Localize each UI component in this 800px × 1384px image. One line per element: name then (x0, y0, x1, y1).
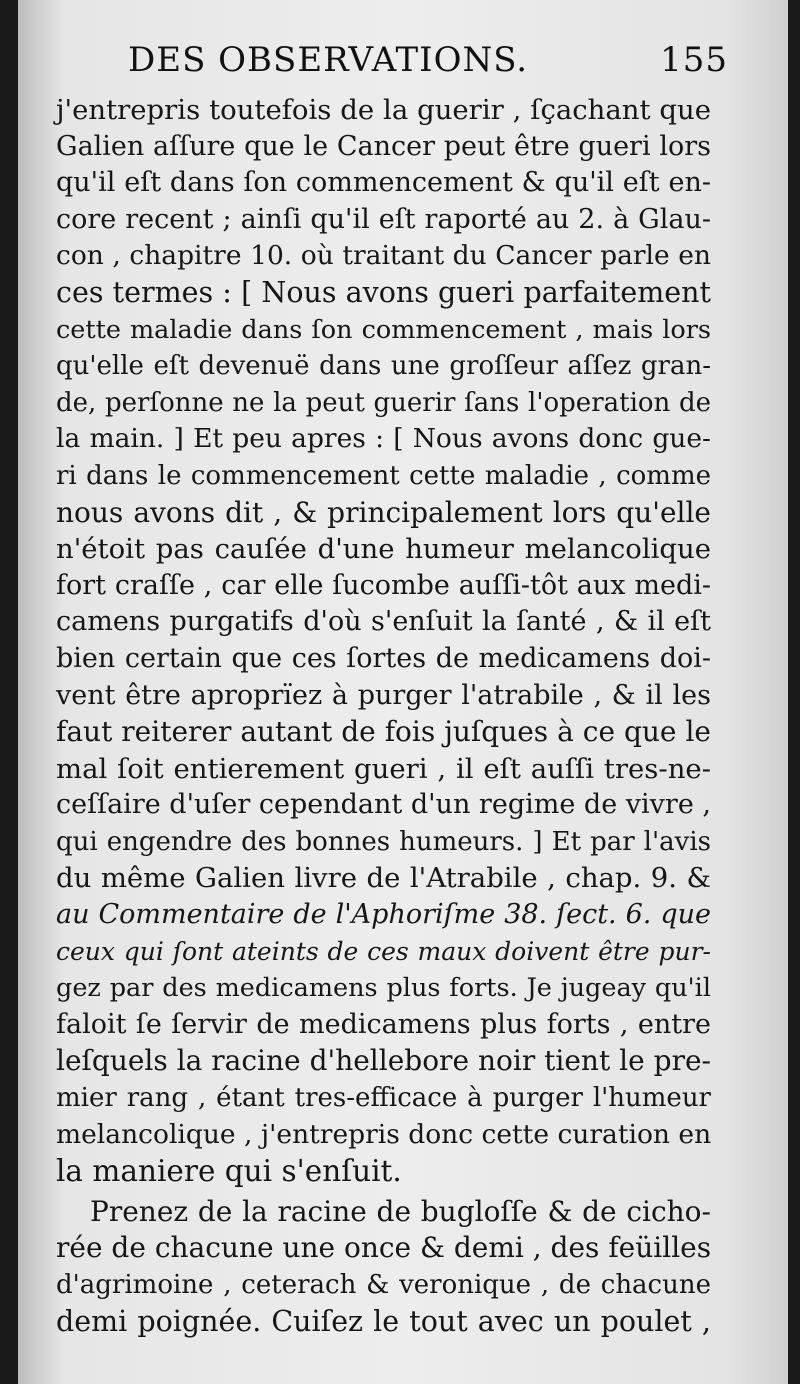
text-line: leſquels la racine d'hellebore noir tient le pre- (56, 1044, 711, 1078)
text-line: bien certain que ces ſortes de medicamens doi- (56, 642, 711, 674)
text-line: Prenez de la racine de bugloſſe & de cicho- (90, 1194, 711, 1228)
text-line: fort craſſe , car elle ſucombe auſſi-tôt aux medi- (56, 569, 711, 601)
text-line: vent être aproprïez à purger l'atrabile , & il les (56, 679, 711, 711)
text-line: de, perſonne ne la peut guerir ſans l'operation de (56, 387, 711, 418)
text-line: con , chapitre 10. où traitant du Cancer parle en (56, 240, 711, 272)
text-line: faut reiterer autant de fois juſques à ce que le (56, 715, 711, 749)
text-line: demi poignée. Cuiſez le tout avec un poulet , (56, 1304, 711, 1338)
running-head (128, 40, 728, 90)
page-number: 155 (660, 40, 728, 80)
text-line: d'agrimoine , ceterach & veronique , de chacune (56, 1270, 711, 1300)
paragraph-2 (56, 1194, 711, 1340)
text-line: mier rang , étant tres-efficace à purger l'humeur (56, 1083, 711, 1114)
text-line: camens purgatifs d'où s'enſuit la ſanté , & il eſt (56, 606, 711, 638)
text-line: core recent ; ainſi qu'il eſt raporté au 2. à Glau- (56, 203, 711, 235)
text-line: rée de chacune une once & demi , des feüilles (56, 1231, 712, 1265)
text-line: faloit ſe ſervir de medicamens plus forts , entre (56, 1008, 711, 1040)
running-title: DES OBSERVATIONS. (128, 40, 529, 80)
text-line-italic: au Commentaire de l'Aphoriſme 38. ſect. 6. que (56, 899, 711, 931)
text-line: qu'elle eſt devenuë dans une groſſeur aſſez gran- (56, 351, 711, 382)
text-line: ceſſaire d'uſer cependant d'un regime de vivre , (56, 789, 711, 821)
text-line: nous avons dit , & principalement lors qu'elle (56, 495, 711, 529)
body-text (56, 92, 711, 1340)
text-line-italic: ceux qui ſont ateints de ces maux doivent être pur- (56, 936, 711, 966)
text-line: qui engendre des bonnes humeurs. ] Et par l'avis (56, 826, 711, 857)
book-page (18, 0, 788, 1384)
text-line: la main. ] Et peu apres : [ Nous avons donc gue- (56, 423, 711, 455)
text-line: du même Galien livre de l'Atrabile , chap. 9. & (56, 862, 711, 895)
text-line: gez par des medicamens plus forts. Je jugeay qu'il (56, 973, 711, 1004)
paragraph-1 (56, 92, 711, 1190)
text-line: cette maladie dans ſon commencement , mais lors (56, 314, 711, 345)
text-line: ri dans le commencement cette maladie , comme (56, 460, 711, 491)
text-line: j'entrepris toutefois de la guerir , ſçachant que (56, 94, 711, 126)
text-line: melancolique , j'entrepris donc cette curation en (56, 1118, 712, 1150)
text-line: Galien aſſure que le Cancer peut être gueri lors (56, 130, 711, 162)
text-line: mal ſoit entierement gueri , il eſt auſſi tres-ne- (56, 752, 711, 785)
text-line: ces termes : [ Nous avons gueri parfaitement (56, 275, 711, 309)
text-line: n'étoit pas cauſée d'une humeur melancolique (56, 533, 711, 566)
text-line: qu'il eſt dans ſon commencement & qu'il eſt en- (56, 167, 711, 199)
text-line: la maniere qui s'enſuit. (56, 1154, 402, 1189)
